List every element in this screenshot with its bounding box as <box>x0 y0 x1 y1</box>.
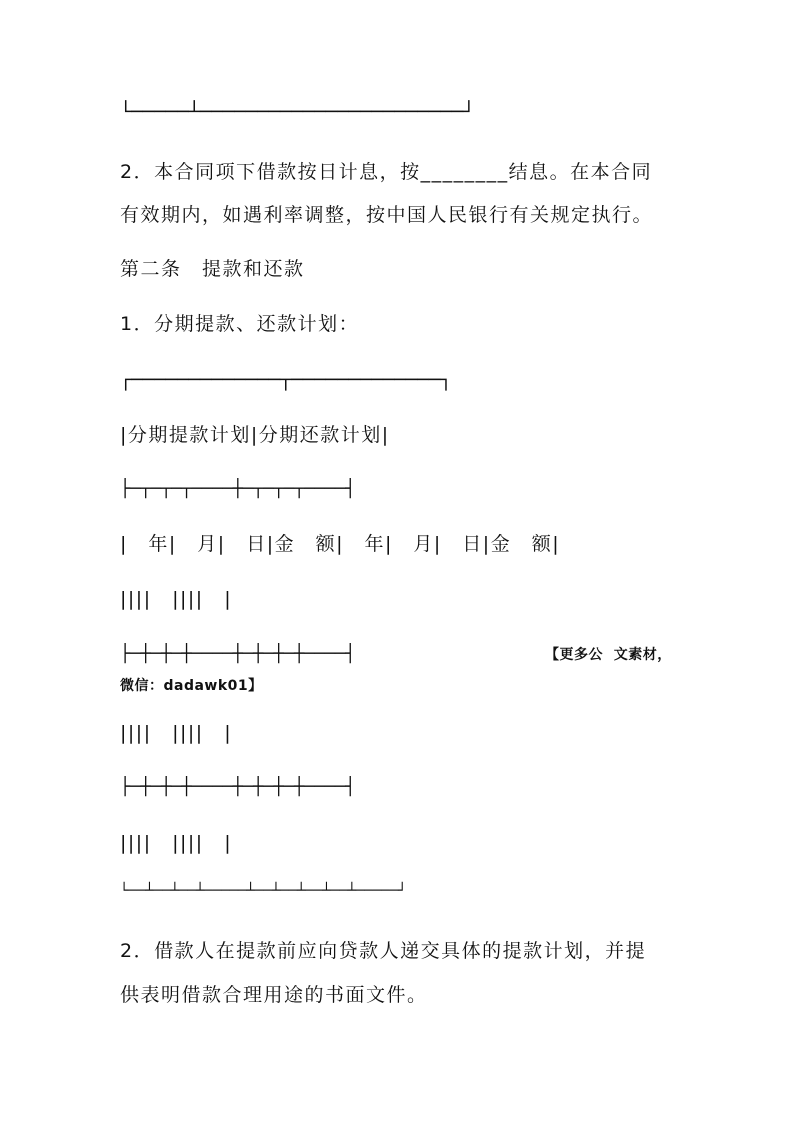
article-2-heading: 第二条 提款和还款 <box>120 258 305 280</box>
table-row-2: |||| |||| | <box>120 722 233 744</box>
table-separator-3: ├─┼─┼─┼────┼─┼─┼─┼────┤ <box>120 777 356 797</box>
table-top-border: ┌─────────────┬─────────────┐ <box>120 369 452 391</box>
watermark-text-1: 【更多公 文素材， <box>545 647 672 663</box>
table-separator-2: ├─┼─┼─┼────┼─┼─┼─┼────┤ <box>120 644 356 664</box>
item-1-text: 1．分期提款、还款计划： <box>120 313 360 335</box>
item-2-line-2: 供表明借款合理用途的书面文件。 <box>120 984 428 1006</box>
clause-2-line-2: 有效期内，如遇利率调整，按中国人民银行有关规定执行。 <box>120 204 654 226</box>
item-2-line-1: 2．借款人在提款前应向贷款人递交具体的提款计划，并提 <box>120 940 647 962</box>
table-bottom-border-2: └──┴──┴──┴─────┴──┴──┴──┴──┴─────┘ <box>120 883 407 899</box>
clause-2-line-1: 2．本合同项下借款按日计息，按________结息。在本合同 <box>120 161 653 183</box>
table-bottom-border-1: └─────┴───────────────────────┘ <box>120 101 475 123</box>
table-separator-1: ├─┬─┬─┬────┼─┬─┬─┬────┤ <box>120 479 356 499</box>
table-header-row: |分期提款计划|分期还款计划| <box>120 424 390 446</box>
watermark-text-2: 微信：dadawk01】 <box>120 678 263 694</box>
table-row-1: |||| |||| | <box>120 588 233 610</box>
table-column-labels: | 年| 月| 日|金 额| 年| 月| 日|金 额| <box>120 533 561 555</box>
table-row-3: |||| |||| | <box>120 832 233 854</box>
